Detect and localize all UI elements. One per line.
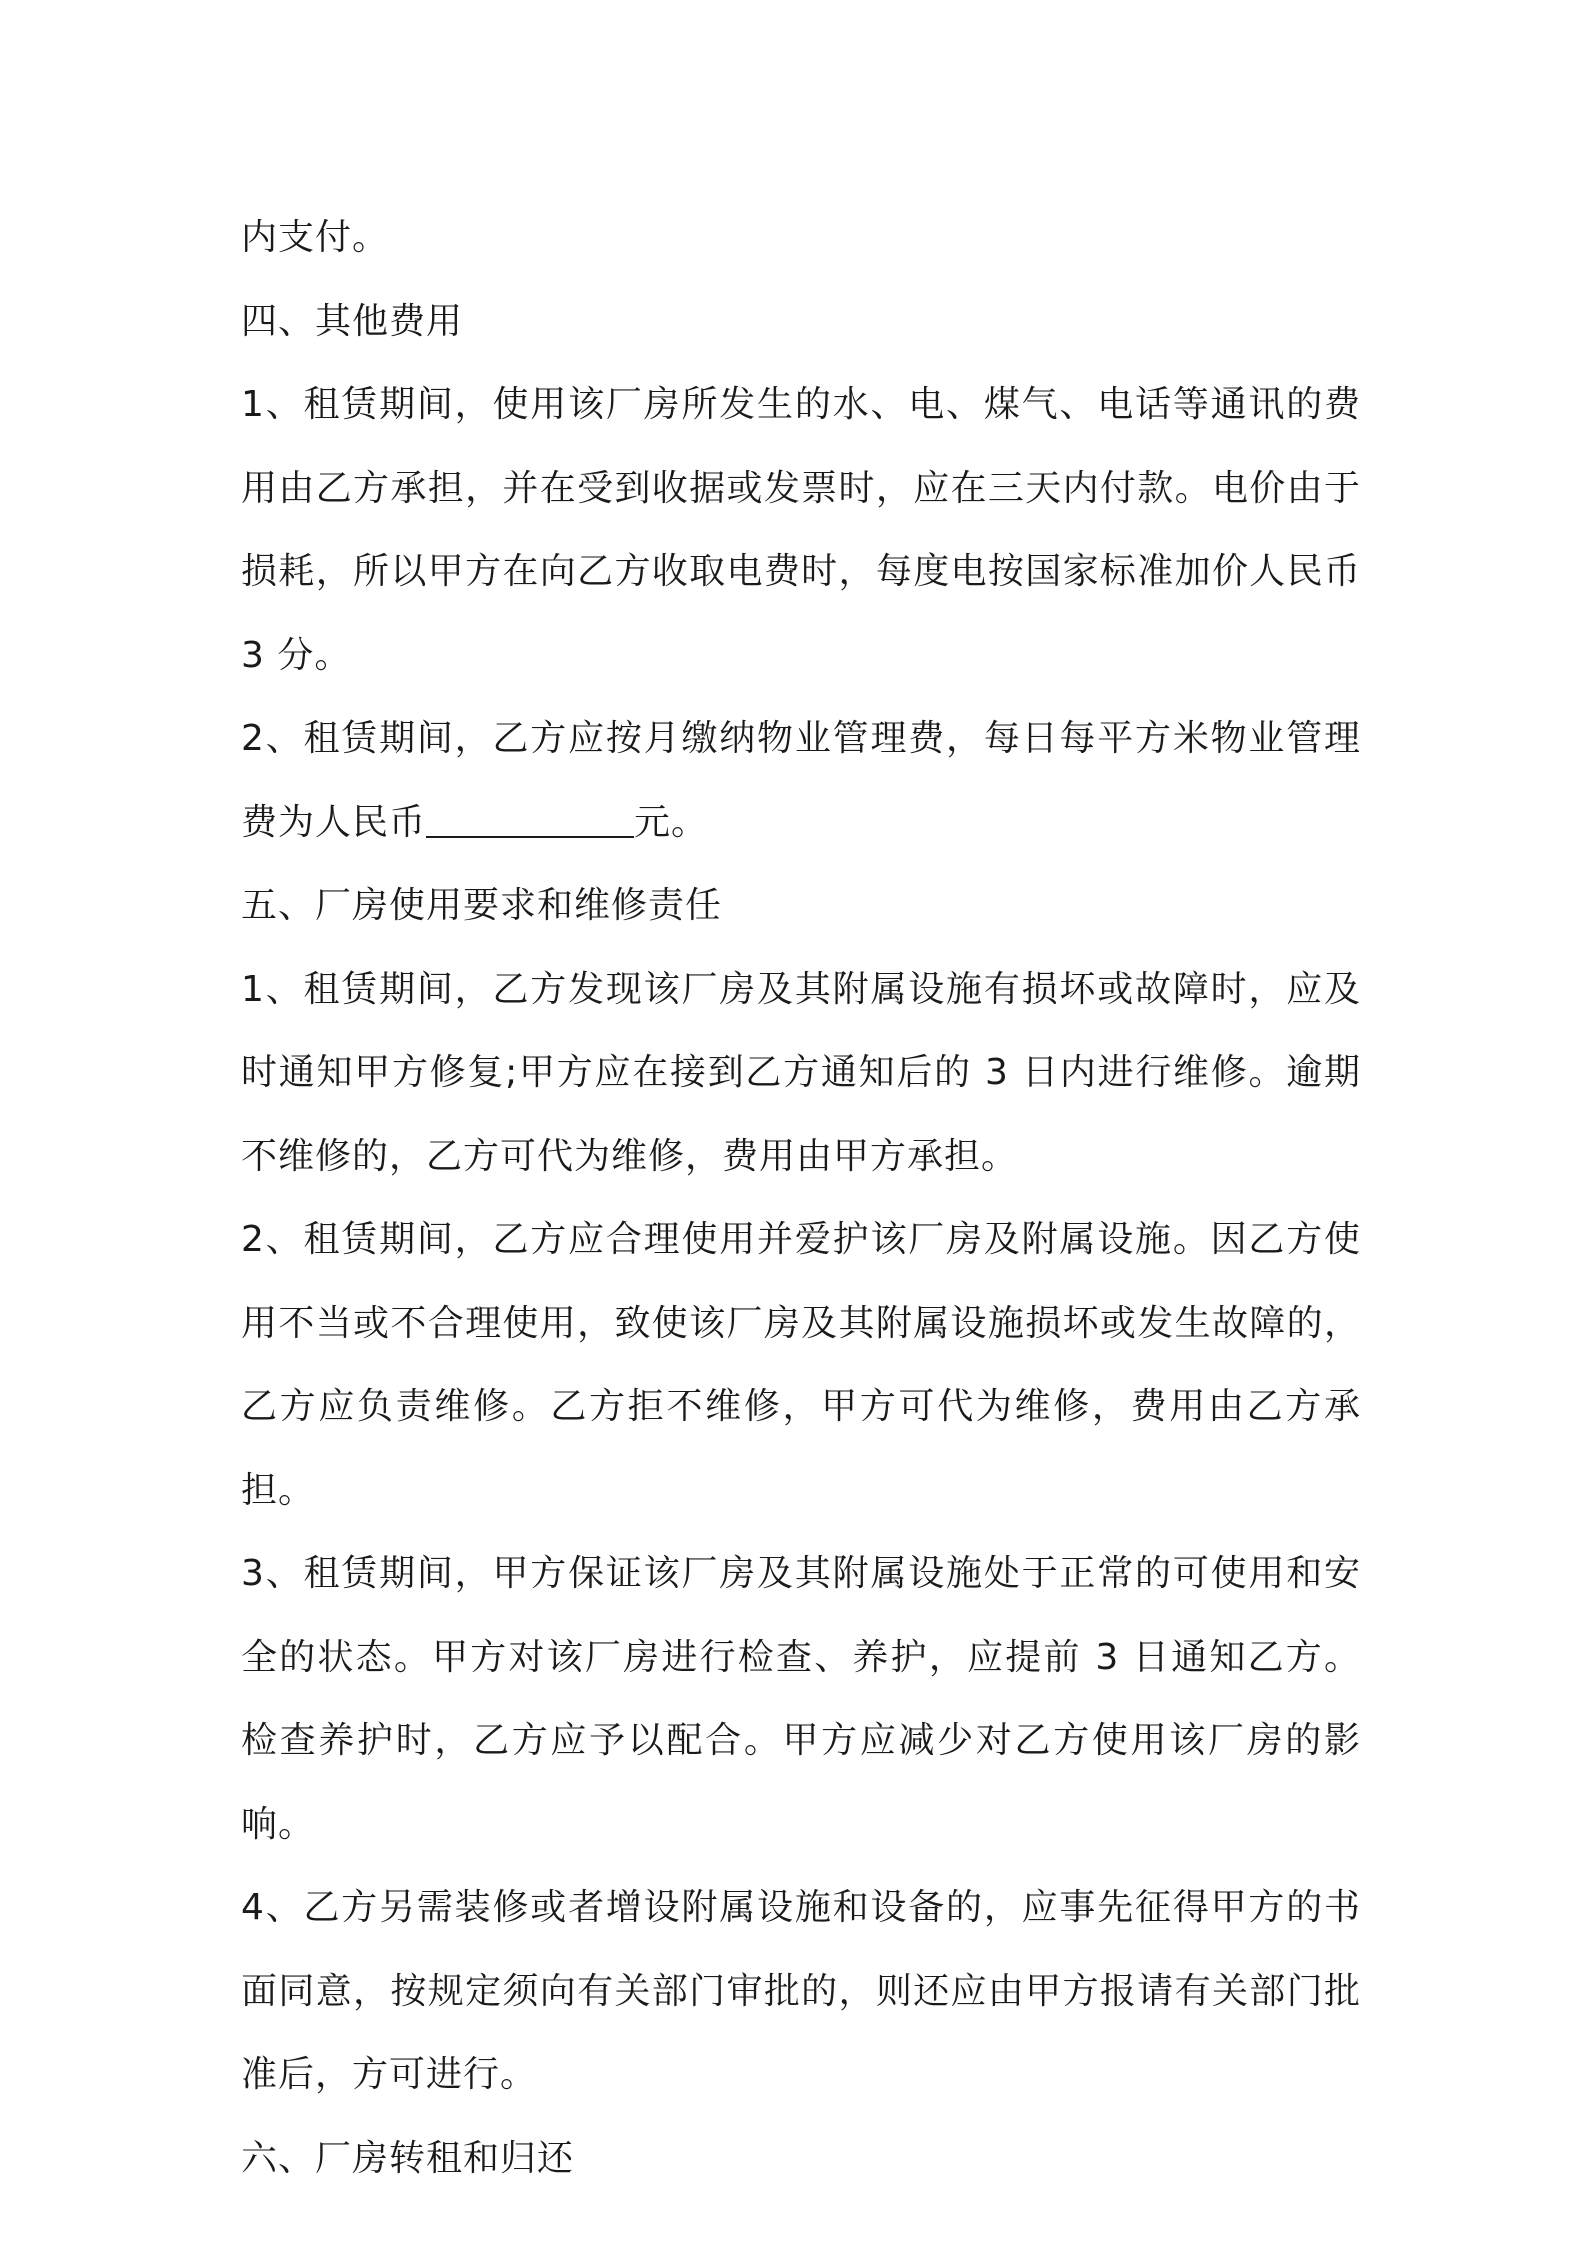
clause-safety-inspection: 3、租赁期间，甲方保证该厂房及其附属设施处于正常的可使用和安全的状态。甲方对该厂房进行检查、养护，应提前 3 日通知乙方。检查养护时，乙方应予以配合。甲方应减少对乙方使用该厂房的影响。 bbox=[241, 1553, 1361, 1845]
clause-property-fee-text: 2、租赁期间，乙方应按月缴纳物业管理费，每日每平方米物业管理费为人民币 bbox=[241, 718, 1361, 843]
clause-property-fee-unit: 元。 bbox=[634, 801, 709, 843]
document-body bbox=[241, 196, 1361, 2200]
paragraph-continuation: 内支付。 bbox=[241, 217, 390, 258]
section-heading-usage-repair: 五、厂房使用要求和维修责任 bbox=[241, 885, 723, 926]
clause-proper-use: 2、租赁期间，乙方应合理使用并爱护该厂房及附属设施。因乙方使用不当或不合理使用，致使该厂房及其附属设施损坏或发生故障的，乙方应负责维修。乙方拒不维修，甲方可代为维修，费用由乙方承担。 bbox=[241, 1219, 1361, 1511]
clause-property-fee bbox=[241, 697, 1361, 864]
section-heading-other-fees: 四、其他费用 bbox=[241, 300, 464, 342]
fill-in-blank[interactable] bbox=[426, 806, 634, 838]
clause-utilities: 1、租赁期间，使用该厂房所发生的水、电、煤气、电话等通讯的费用由乙方承担，并在受到收据或发票时，应在三天内付款。电价由于损耗，所以甲方在向乙方收取电费时，每度电按国家标准加价人民币 3 分。 bbox=[241, 384, 1361, 676]
clause-repair-notice: 1、租赁期间，乙方发现该厂房及其附属设施有损坏或故障时，应及时通知甲方修复;甲方应在接到乙方通知后的 3 日内进行维修。逾期不维修的，乙方可代为维修，费用由甲方承担。 bbox=[241, 968, 1361, 1177]
clause-renovation: 4、乙方另需装修或者增设附属设施和设备的，应事先征得甲方的书面同意，按规定须向有关部门审批的，则还应由甲方报请有关部门批准后，方可进行。 bbox=[241, 1887, 1361, 2095]
section-heading-sublease-return: 六、厂房转租和归还 bbox=[241, 2137, 575, 2179]
